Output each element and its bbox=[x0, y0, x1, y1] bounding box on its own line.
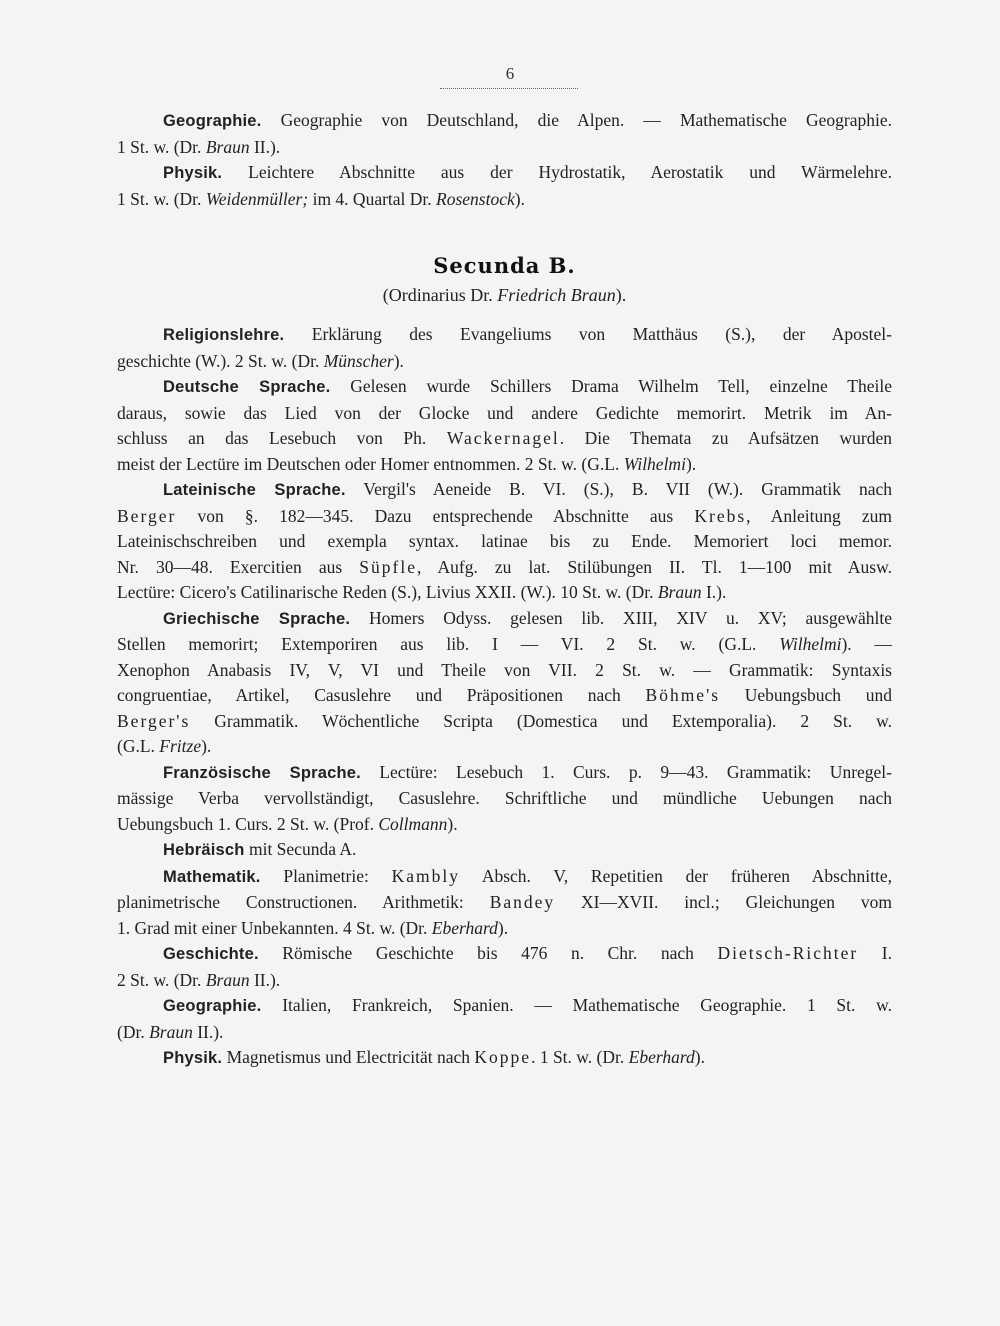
curriculum-line bbox=[117, 374, 892, 401]
text-run: von §. 182—345. Dazu entsprechende Abschnitte aus bbox=[176, 505, 695, 526]
subject-label: Mathematik. bbox=[163, 867, 261, 886]
text-run: ). bbox=[497, 917, 509, 938]
curriculum-line bbox=[117, 452, 892, 478]
text-run: im 4. Quartal Dr. bbox=[308, 188, 437, 209]
text-run: II.). bbox=[192, 1021, 224, 1042]
curriculum-line bbox=[117, 322, 892, 349]
spaced-author-name: Krebs bbox=[694, 505, 747, 526]
preceding-line bbox=[117, 187, 892, 213]
text-run: ). bbox=[514, 188, 525, 209]
preceding-line bbox=[117, 135, 892, 161]
spaced-author-name: Böhme's bbox=[645, 685, 721, 705]
italic-name: Fritze bbox=[159, 736, 202, 756]
subject-label: Geographie. bbox=[163, 112, 262, 130]
ordinarius-suffix: ). bbox=[615, 285, 627, 305]
subject-label: Griechische Sprache. bbox=[163, 609, 351, 628]
text-run: Gelesen wurde Schillers Drama Wilhelm Tell, einzelne Theile bbox=[330, 376, 892, 396]
spaced-author-name: Koppe bbox=[474, 1047, 532, 1067]
text-run: . 1 St. w. (Dr. bbox=[531, 1047, 629, 1067]
italic-name: Collmann bbox=[378, 813, 448, 834]
curriculum-line bbox=[117, 890, 892, 916]
ordinarius-name: Friedrich Braun bbox=[497, 285, 616, 305]
curriculum-line bbox=[117, 812, 892, 838]
text-run: ). — bbox=[841, 634, 892, 654]
curriculum-line bbox=[117, 401, 892, 427]
curriculum-line bbox=[117, 864, 892, 891]
curriculum-line bbox=[117, 968, 892, 994]
text-run: geschichte (W.). 2 St. w. (Dr. bbox=[117, 350, 324, 371]
preceding-section-text bbox=[117, 108, 892, 212]
text-run: I. bbox=[858, 943, 892, 963]
secunda-b-curriculum-text bbox=[117, 322, 892, 1072]
italic-name: Weidenmüller; bbox=[205, 188, 309, 209]
subject-label: Deutsche Sprache. bbox=[163, 378, 331, 396]
subject-label: Physik. bbox=[163, 1049, 223, 1067]
spaced-author-name: Kambly bbox=[391, 865, 461, 886]
page-number: 6 bbox=[505, 64, 515, 83]
italic-name: Braun bbox=[205, 969, 250, 990]
italic-name: Wilhelmi bbox=[623, 453, 686, 474]
text-run: schluss an das Lesebuch von Ph. bbox=[117, 428, 447, 448]
italic-name: Münscher bbox=[323, 350, 394, 371]
curriculum-line bbox=[117, 734, 892, 760]
curriculum-line bbox=[117, 504, 892, 530]
text-run: ). bbox=[685, 453, 697, 474]
spaced-author-name: Bandey bbox=[489, 892, 556, 912]
subject-label: Physik. bbox=[163, 164, 223, 182]
curriculum-line bbox=[117, 426, 892, 452]
subject-label: Lateinische Sprache. bbox=[163, 481, 346, 499]
italic-name: Braun bbox=[205, 136, 250, 157]
spaced-author-name: Wackernagel bbox=[446, 428, 560, 448]
text-run: 1. Grad mit einer Unbekannten. 4 St. w. (Dr. bbox=[117, 917, 432, 938]
text-run: ). bbox=[201, 736, 212, 756]
text-run: II.). bbox=[249, 136, 281, 157]
italic-name: Wilhelmi bbox=[779, 634, 842, 654]
text-run: Geographie von Deutschland, die Alpen. — Mathematische Geographie. bbox=[261, 110, 892, 130]
italic-name: Eberhard bbox=[431, 917, 498, 938]
spaced-author-name: Berger bbox=[117, 505, 177, 526]
text-run: Uebungsbuch und bbox=[720, 685, 893, 705]
ordinarius-line bbox=[117, 285, 892, 306]
text-run: Nr. 30—48. Exercitien aus bbox=[117, 556, 360, 577]
curriculum-line bbox=[117, 555, 892, 581]
italic-name: Braun bbox=[657, 582, 702, 602]
text-run: meist der Lectüre im Deutschen oder Homer entnommen. 2 St. w. (G.L. bbox=[117, 453, 624, 474]
text-run: mit Secunda A. bbox=[244, 839, 357, 859]
curriculum-line bbox=[117, 632, 892, 658]
text-run: Homers Odyss. gelesen lib. XIII, XIV u. XV; ausgewählte bbox=[350, 607, 893, 628]
curriculum-line bbox=[117, 837, 892, 864]
spaced-author-name: Berger's bbox=[117, 710, 191, 731]
curriculum-line bbox=[117, 1020, 892, 1046]
text-run: Italien, Frankreich, Spanien. — Mathematische Geographie. 1 St. w. bbox=[261, 995, 892, 1015]
curriculum-line bbox=[117, 786, 892, 812]
subject-label: Geschichte. bbox=[163, 945, 259, 963]
subject-label: Hebräisch bbox=[163, 841, 245, 859]
text-run: 1 St. w. (Dr. bbox=[117, 136, 206, 157]
text-run: Uebungsbuch 1. Curs. 2 St. w. (Prof. bbox=[117, 813, 379, 834]
preceding-line bbox=[117, 160, 892, 187]
text-run: Xenophon Anabasis IV, V, VI und Theile von VII. 2 St. w. — Grammatik: Syntaxis bbox=[117, 659, 892, 680]
text-run: ). bbox=[694, 1047, 705, 1067]
curriculum-line bbox=[117, 993, 892, 1020]
curriculum-line bbox=[117, 580, 892, 606]
curriculum-line bbox=[117, 941, 892, 968]
spaced-author-name: Süpfle bbox=[359, 556, 417, 577]
text-run: . Die Themata zu Aufsätzen wurden bbox=[559, 428, 892, 448]
text-run: II.). bbox=[249, 969, 281, 990]
curriculum-line bbox=[117, 916, 892, 942]
subject-label: Geographie. bbox=[163, 997, 262, 1015]
text-run: Erklärung des Evangeliums von Matthäus (S.), der Apostel- bbox=[284, 324, 892, 344]
text-run: Leichtere Abschnitte aus der Hydrostatik, Aerostatik und Wärmelehre. bbox=[222, 162, 892, 182]
text-run: XI—XVII. incl.; Gleichungen vom bbox=[555, 892, 892, 912]
curriculum-line bbox=[117, 658, 892, 684]
text-run: mässige Verba vervollständigt, Casuslehre. Schriftliche und mündliche Uebungen nach bbox=[117, 788, 892, 808]
spaced-author-name: Dietsch-Richter bbox=[717, 943, 859, 963]
text-run: Lateinischschreiben und exempla syntax. latinae bis zu Ende. Memoriert loci memor. bbox=[117, 531, 892, 551]
section-heading: Secunda B. bbox=[433, 253, 576, 278]
text-run: , Anleitung zum bbox=[746, 505, 892, 526]
text-run: Magnetismus und Electricität nach bbox=[222, 1047, 475, 1067]
text-run: Absch. V, Repetitien der früheren Abschnitte, bbox=[460, 865, 892, 886]
curriculum-line bbox=[117, 760, 892, 787]
preceding-line bbox=[117, 108, 892, 135]
text-run: (Dr. bbox=[117, 1021, 150, 1042]
curriculum-line bbox=[117, 477, 892, 504]
curriculum-line bbox=[117, 529, 892, 555]
curriculum-line bbox=[117, 349, 892, 375]
curriculum-line bbox=[117, 683, 892, 709]
text-run: Römische Geschichte bis 476 n. Chr. nach bbox=[258, 943, 718, 963]
text-run: ). bbox=[447, 813, 458, 834]
italic-name: Braun bbox=[149, 1021, 193, 1042]
curriculum-line bbox=[117, 709, 892, 735]
italic-name: Eberhard bbox=[628, 1047, 695, 1067]
text-run: daraus, sowie das Lied von der Glocke und andere Gedichte memorirt. Metrik im An- bbox=[117, 402, 892, 423]
text-run: 2 St. w. (Dr. bbox=[117, 969, 206, 990]
text-run: Planimetrie: bbox=[260, 865, 392, 886]
subject-label: Religionslehre. bbox=[163, 326, 285, 344]
text-run: Stellen memorirt; Extemporiren aus lib. I — VI. 2 St. w. (G.L. bbox=[117, 634, 780, 654]
text-run: Vergil's Aeneide B. VI. (S.), B. VII (W.). Grammatik nach bbox=[345, 479, 892, 499]
subject-label: Französische Sprache. bbox=[163, 763, 361, 782]
header-rule bbox=[440, 88, 578, 89]
text-run: , Aufg. zu lat. Stilübungen II. Tl. 1—100 mit Ausw. bbox=[417, 556, 892, 577]
text-run: (G.L. bbox=[117, 736, 160, 756]
italic-name: Rosenstock bbox=[436, 188, 515, 209]
text-run: I.). bbox=[701, 582, 727, 602]
curriculum-line bbox=[117, 606, 892, 633]
curriculum-line bbox=[117, 1045, 892, 1072]
text-run: 1 St. w. (Dr. bbox=[117, 188, 206, 209]
text-run: planimetrische Constructionen. Arithmetik: bbox=[117, 892, 490, 912]
text-run: Lectüre: Lesebuch 1. Curs. p. 9—43. Grammatik: Unregel- bbox=[360, 761, 892, 782]
ordinarius-prefix: (Ordinarius Dr. bbox=[382, 285, 498, 305]
text-run: Lectüre: Cicero's Catilinarische Reden (S.), Livius XXII. (W.). 10 St. w. (Dr. bbox=[117, 582, 658, 602]
text-run: ). bbox=[393, 350, 404, 371]
text-run: Grammatik. Wöchentliche Scripta (Domestica und Extemporalia). 2 St. w. bbox=[190, 710, 892, 731]
text-run: congruentiae, Artikel, Casuslehre und Präpositionen nach bbox=[117, 685, 646, 705]
